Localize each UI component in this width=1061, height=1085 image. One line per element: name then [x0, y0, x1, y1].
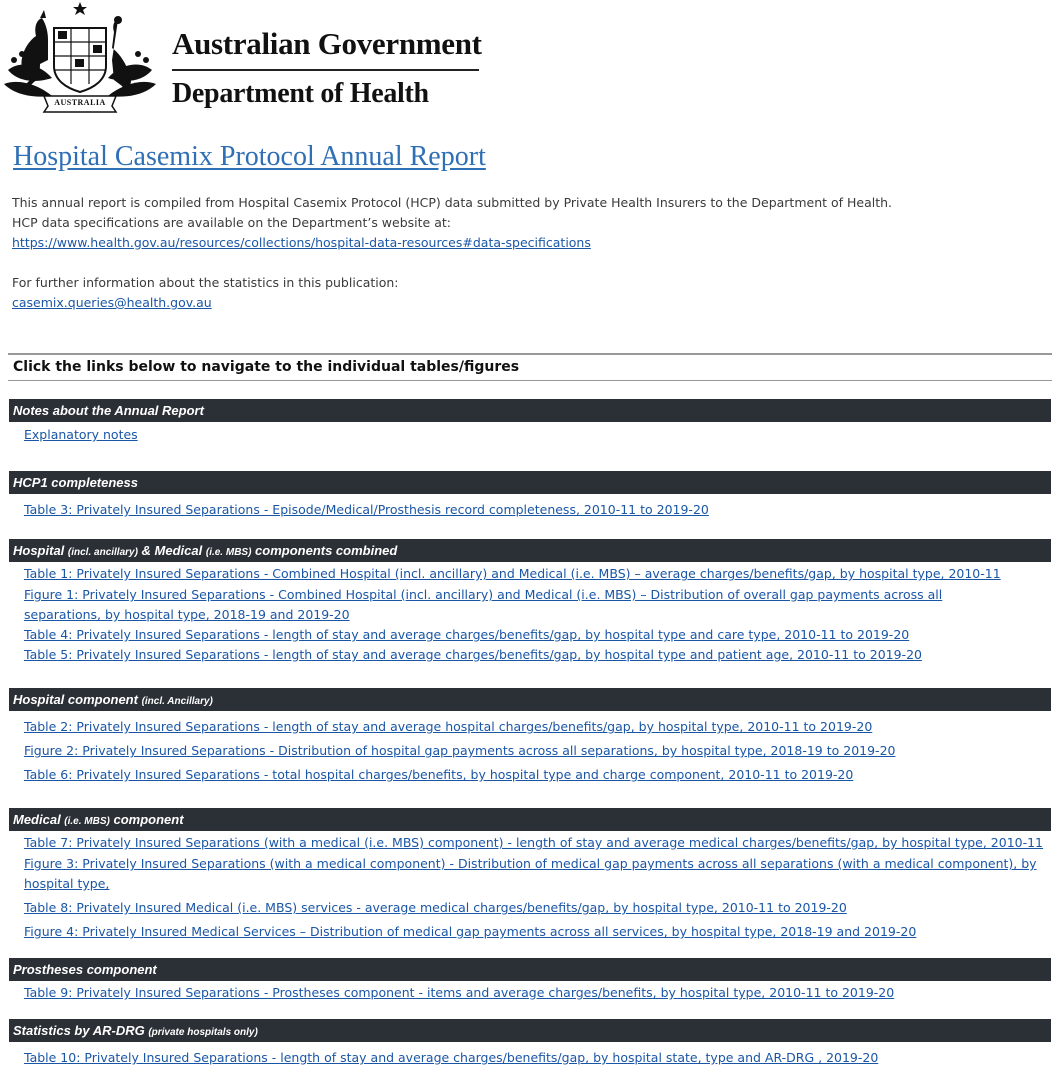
section-title-medical-a: Medical [13, 812, 65, 827]
section-title-combined-d: (i.e. MBS) [205, 547, 252, 558]
section-title-combined-b: (incl. ancillary) [67, 547, 138, 558]
link-figure-4[interactable]: Figure 4: Privately Insured Medical Services – Distribution of medical gap payments across all services, by hospital type, 2018-19 and 2019-20 [24, 924, 917, 939]
section-header-hcp1 [9, 471, 1051, 494]
crest-motto: AUSTRALIA [54, 98, 106, 107]
coat-of-arms-logo [0, 0, 160, 118]
section-header-hospital [9, 688, 1051, 711]
section-header-prostheses [9, 958, 1051, 981]
intro-line-2: HCP data specifications are available on the Department’s website at: [12, 215, 451, 230]
section-title-ardrg-a: Statistics by AR-DRG [13, 1023, 149, 1038]
section-title-notes: Notes about the Annual Report [13, 403, 204, 418]
link-table-7[interactable]: Table 7: Privately Insured Separations (with a medical (i.e. MBS) component) - length of stay and average medical charges/benefits/gap, by hospital type, 2010-11 [24, 835, 1044, 850]
link-table-9[interactable]: Table 9: Privately Insured Separations - Prostheses component - items and average charges/benefits, by hospital type, 2010-11 to 2019-20 [24, 985, 895, 1000]
navigation-heading-bar [8, 353, 1052, 381]
link-explanatory-notes[interactable]: Explanatory notes [24, 427, 138, 442]
section-title-prostheses: Prostheses component [13, 962, 157, 977]
section-header-medical [9, 808, 1051, 831]
intro-line-1: This annual report is compiled from Hospital Casemix Protocol (HCP) data submitted by Private Health Insurers to the Department of Health. [12, 195, 893, 210]
link-figure-2[interactable]: Figure 2: Privately Insured Separations - Distribution of hospital gap payments across all separations, by hospital type, 2018-19 to 2019-20 [24, 743, 896, 758]
link-figure-1-cont[interactable]: separations, by hospital type, 2018-19 and 2019-20 [24, 607, 350, 622]
section-title-combined-e: components combined [251, 543, 398, 558]
link-table-2[interactable]: Table 2: Privately Insured Separations - length of stay and average hospital charges/benefits/gap, by hospital type, 2010-11 to 2019-20 [24, 719, 873, 734]
section-title-combined-a: Hospital [13, 543, 68, 558]
department-name: Department of Health [172, 78, 429, 109]
data-specifications-link[interactable]: https://www.health.gov.au/resources/collections/hospital-data-resources#data-specifications [12, 235, 591, 250]
link-table-1[interactable]: Table 1: Privately Insured Separations - Combined Hospital (incl. ancillary) and Medical (i.e. MBS) – average charges/benefits/gap, by hospital type, 2010-11 [24, 566, 1001, 581]
section-title-combined-c: & Medical [137, 543, 206, 558]
section-title-hospital-a: Hospital component [13, 692, 142, 707]
casemix-email-link[interactable]: casemix.queries@health.gov.au [12, 295, 212, 310]
link-figure-1[interactable]: Figure 1: Privately Insured Separations - Combined Hospital (incl. ancillary) and Medical (i.e. MBS) – Distribution of overall gap payments across all [24, 587, 943, 602]
section-title-medical-c: component [109, 812, 184, 827]
section-title-ardrg-b: (private hospitals only) [148, 1027, 258, 1038]
link-figure-3[interactable]: Figure 3: Privately Insured Separations (with a medical component) - Distribution of medical gap payments across all separations (with a medical component), by [24, 856, 1037, 871]
link-figure-3-cont[interactable]: hospital type, [24, 876, 110, 891]
navigation-heading: Click the links below to navigate to the individual tables/figures [13, 359, 520, 375]
link-table-4[interactable]: Table 4: Privately Insured Separations - length of stay and average charges/benefits/gap, by hospital type and care type, 2010-11 to 2019-20 [24, 627, 910, 642]
header-divider [172, 69, 479, 71]
link-table-3[interactable]: Table 3: Privately Insured Separations - Episode/Medical/Prosthesis record completeness, 2010-11 to 2019-20 [24, 502, 709, 517]
section-title-hcp1: HCP1 completeness [13, 475, 138, 490]
link-table-8[interactable]: Table 8: Privately Insured Medical (i.e. MBS) services - average medical charges/benefits/gap, by hospital type, 2010-11 to 2019-20 [24, 900, 847, 915]
section-title-hospital-b: (incl. Ancillary) [141, 696, 213, 707]
link-table-6[interactable]: Table 6: Privately Insured Separations - total hospital charges/benefits, by hospital type and charge component, 2010-11 to 2019-20 [24, 767, 854, 782]
intro-line-3: For further information about the statistics in this publication: [12, 275, 399, 290]
report-title[interactable]: Hospital Casemix Protocol Annual Report [13, 141, 486, 172]
government-name: Australian Government [172, 26, 482, 61]
link-table-5[interactable]: Table 5: Privately Insured Separations - length of stay and average charges/benefits/gap, by hospital type and patient age, 2010-11 to 2019-20 [24, 647, 922, 662]
section-header-notes [9, 399, 1051, 422]
section-header-ardrg [9, 1019, 1051, 1042]
section-header-combined [9, 539, 1051, 562]
link-table-10[interactable]: Table 10: Privately Insured Separations - length of stay and average charges/benefits/gap, by hospital state, type and AR-DRG , 2019-20 [24, 1050, 879, 1065]
section-title-medical-b: (i.e. MBS) [64, 816, 110, 827]
